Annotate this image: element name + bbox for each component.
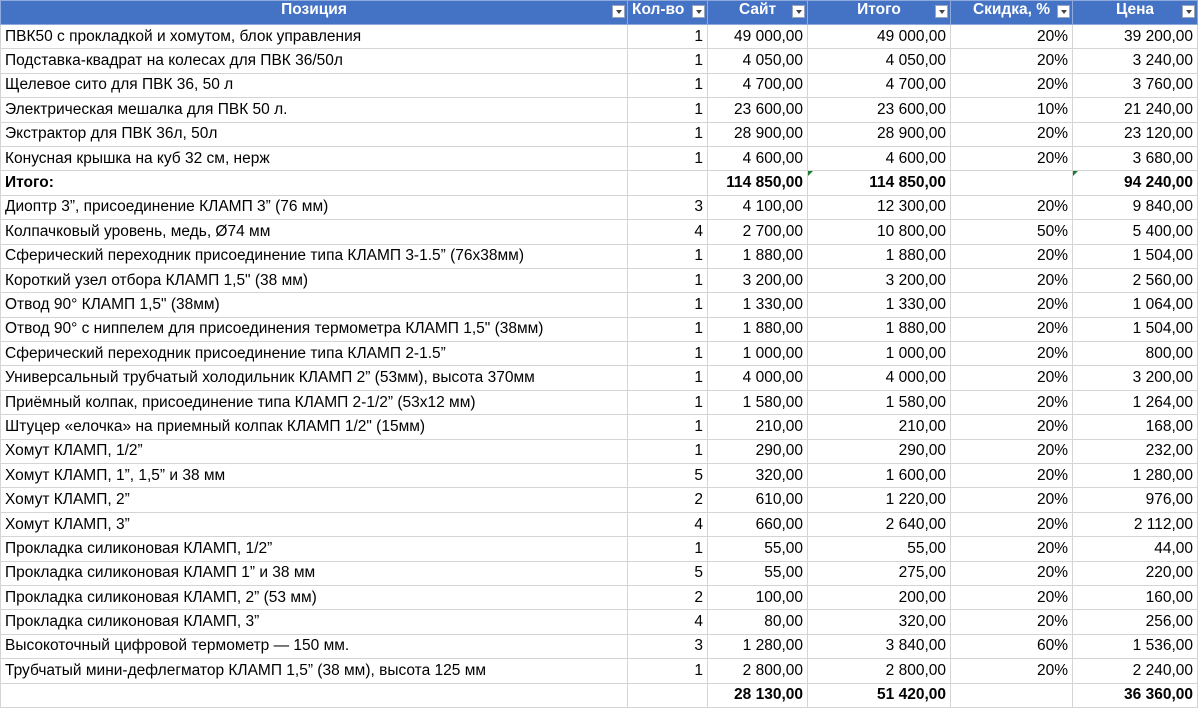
cell-site-price[interactable]: 80,00 (708, 610, 808, 634)
cell-total[interactable]: 4 000,00 (808, 366, 951, 390)
table-row (1, 512, 1198, 536)
cell-qty[interactable]: 2 (628, 585, 708, 609)
cell-site-price[interactable]: 2 800,00 (708, 659, 808, 683)
col-header-label: Скидка, % (972, 1, 1051, 18)
cell-qty[interactable]: 1 (628, 537, 708, 561)
cell-site-price[interactable]: 4 050,00 (708, 49, 808, 73)
cell-total[interactable]: 2 640,00 (808, 512, 951, 536)
cell-discount[interactable]: 10% (951, 98, 1073, 122)
cell-qty[interactable]: 1 (628, 390, 708, 414)
subtotal-row (1, 171, 1198, 195)
cell-qty[interactable]: 1 (628, 98, 708, 122)
filter-dropdown-icon[interactable] (612, 5, 625, 18)
cell-price[interactable]: 2 240,00 (1073, 659, 1198, 683)
cell-site-price[interactable]: 100,00 (708, 585, 808, 609)
cell-position[interactable]: Хомут КЛАМП, 1/2” (1, 439, 628, 463)
cell-price[interactable]: 1 504,00 (1073, 244, 1198, 268)
cell-qty[interactable]: 1 (628, 49, 708, 73)
cell-discount[interactable]: 20% (951, 146, 1073, 170)
cell-position[interactable]: Сферический переходник присоединение типа КЛАМП 2-1.5” (1, 342, 628, 366)
cell-position[interactable]: Сферический переходник присоединение типа КЛАМП 3-1.5” (76х38мм) (1, 244, 628, 268)
cell-qty[interactable]: 1 (628, 342, 708, 366)
cell-position[interactable]: Высокоточный цифровой термометр — 150 мм. (1, 634, 628, 658)
cell-site-price[interactable]: 4 100,00 (708, 195, 808, 219)
cell-position[interactable]: Экстрактор для ПВК 36л, 50л (1, 122, 628, 146)
cell-qty[interactable]: 2 (628, 488, 708, 512)
cell-discount[interactable]: 20% (951, 659, 1073, 683)
cell-discount[interactable]: 20% (951, 464, 1073, 488)
cell-price[interactable]: 1 504,00 (1073, 317, 1198, 341)
cell-price[interactable]: 44,00 (1073, 537, 1198, 561)
table-row (1, 415, 1198, 439)
cell-total[interactable]: 4 600,00 (808, 146, 951, 170)
cell-discount[interactable]: 20% (951, 122, 1073, 146)
table-row (1, 220, 1198, 244)
cell-site-price[interactable]: 49 000,00 (708, 25, 808, 49)
cell-total[interactable]: 1 600,00 (808, 464, 951, 488)
cell-position[interactable]: Электрическая мешалка для ПВК 50 л. (1, 98, 628, 122)
cell-site-price[interactable]: 290,00 (708, 439, 808, 463)
cell-discount[interactable] (951, 171, 1073, 195)
cell-price[interactable]: 1 064,00 (1073, 293, 1198, 317)
table-row (1, 610, 1198, 634)
cell-position[interactable]: Прокладка силиконовая КЛАМП, 3” (1, 610, 628, 634)
cell-qty[interactable]: 1 (628, 73, 708, 97)
cell-qty[interactable]: 1 (628, 25, 708, 49)
table-row (1, 195, 1198, 219)
cell-discount[interactable]: 20% (951, 439, 1073, 463)
cell-qty[interactable]: 1 (628, 146, 708, 170)
cell-qty[interactable]: 1 (628, 293, 708, 317)
col-header-label: Позиция (281, 1, 347, 18)
cell-price[interactable]: 256,00 (1073, 610, 1198, 634)
cell-qty[interactable] (628, 683, 708, 707)
table-row (1, 293, 1198, 317)
cell-total[interactable]: 210,00 (808, 415, 951, 439)
cell-total[interactable]: 28 900,00 (808, 122, 951, 146)
cell-qty[interactable]: 1 (628, 415, 708, 439)
col-header-label: Сайт (738, 1, 777, 18)
table-row (1, 659, 1198, 683)
cell-discount[interactable]: 20% (951, 415, 1073, 439)
cell-discount[interactable]: 20% (951, 268, 1073, 292)
table-row (1, 146, 1198, 170)
cell-price[interactable]: 800,00 (1073, 342, 1198, 366)
cell-price[interactable]: 232,00 (1073, 439, 1198, 463)
cell-price[interactable]: 3 680,00 (1073, 146, 1198, 170)
table-body (1, 25, 1198, 708)
cell-discount[interactable]: 20% (951, 488, 1073, 512)
cell-discount[interactable]: 20% (951, 73, 1073, 97)
cell-total[interactable]: 51 420,00 (808, 683, 951, 707)
cell-price[interactable]: 160,00 (1073, 585, 1198, 609)
cell-site-price[interactable]: 28 900,00 (708, 122, 808, 146)
cell-discount[interactable]: 60% (951, 634, 1073, 658)
cell-position[interactable]: Диоптр 3”, присоединение КЛАМП 3” (76 мм) (1, 195, 628, 219)
cell-site-price[interactable]: 3 200,00 (708, 268, 808, 292)
cell-qty[interactable]: 1 (628, 122, 708, 146)
cell-qty[interactable]: 4 (628, 220, 708, 244)
header-row (1, 1, 1198, 25)
cell-total[interactable]: 114 850,00 (808, 171, 951, 195)
cell-site-price[interactable]: 1 330,00 (708, 293, 808, 317)
cell-position[interactable]: ПВК50 с прокладкой и хомутом, блок управления (1, 25, 628, 49)
cell-total[interactable]: 55,00 (808, 537, 951, 561)
cell-price[interactable]: 21 240,00 (1073, 98, 1198, 122)
cell-discount[interactable]: 20% (951, 610, 1073, 634)
cell-price[interactable]: 94 240,00 (1073, 171, 1198, 195)
cell-price[interactable]: 2 560,00 (1073, 268, 1198, 292)
cell-total[interactable]: 1 880,00 (808, 244, 951, 268)
col-header-discount[interactable] (951, 1, 1073, 25)
table-row (1, 73, 1198, 97)
cell-total[interactable]: 4 700,00 (808, 73, 951, 97)
filter-dropdown-icon[interactable] (935, 5, 948, 18)
cell-qty[interactable] (628, 171, 708, 195)
col-header-qty[interactable] (628, 1, 708, 25)
table-row (1, 488, 1198, 512)
cell-price[interactable]: 220,00 (1073, 561, 1198, 585)
cell-site-price[interactable]: 4 000,00 (708, 366, 808, 390)
table-row (1, 122, 1198, 146)
cell-site-price[interactable]: 28 130,00 (708, 683, 808, 707)
cell-discount[interactable]: 20% (951, 293, 1073, 317)
col-header-price[interactable] (1073, 1, 1198, 25)
cell-price[interactable]: 976,00 (1073, 488, 1198, 512)
cell-site-price[interactable]: 1 880,00 (708, 317, 808, 341)
cell-site-price[interactable]: 1 580,00 (708, 390, 808, 414)
cell-total[interactable]: 23 600,00 (808, 98, 951, 122)
table-row (1, 537, 1198, 561)
cell-position[interactable]: Прокладка силиконовая КЛАМП 1” и 38 мм (1, 561, 628, 585)
cell-price[interactable]: 23 120,00 (1073, 122, 1198, 146)
cell-site-price[interactable]: 23 600,00 (708, 98, 808, 122)
filter-dropdown-icon[interactable] (792, 5, 805, 18)
cell-qty[interactable]: 1 (628, 244, 708, 268)
cell-price[interactable]: 39 200,00 (1073, 25, 1198, 49)
col-header-label: Итого (857, 1, 901, 18)
filter-dropdown-icon[interactable] (692, 5, 705, 18)
cell-position[interactable]: Хомут КЛАМП, 2” (1, 488, 628, 512)
cell-price[interactable]: 1 536,00 (1073, 634, 1198, 658)
cell-qty[interactable]: 1 (628, 659, 708, 683)
cell-position[interactable]: Щелевое сито для ПВК 36, 50 л (1, 73, 628, 97)
col-header-position[interactable] (1, 1, 628, 25)
cell-position[interactable] (1, 683, 628, 707)
cell-discount[interactable]: 20% (951, 25, 1073, 49)
table-row (1, 317, 1198, 341)
cell-discount[interactable]: 20% (951, 561, 1073, 585)
cell-site-price[interactable]: 114 850,00 (708, 171, 808, 195)
col-header-label: Цена (1115, 1, 1155, 18)
cell-total[interactable]: 290,00 (808, 439, 951, 463)
cell-total[interactable]: 1 580,00 (808, 390, 951, 414)
table-row (1, 390, 1198, 414)
table-row (1, 464, 1198, 488)
table-row (1, 439, 1198, 463)
cell-position[interactable]: Отвод 90° с ниппелем для присоединения термометра КЛАМП 1,5" (38мм) (1, 317, 628, 341)
cell-qty[interactable]: 4 (628, 512, 708, 536)
cell-site-price[interactable]: 320,00 (708, 464, 808, 488)
cell-position[interactable]: Подставка-квадрат на колесах для ПВК 36/50л (1, 49, 628, 73)
cell-total[interactable]: 1 000,00 (808, 342, 951, 366)
cell-position[interactable]: Итого: (1, 171, 628, 195)
cell-discount[interactable]: 20% (951, 195, 1073, 219)
cell-total[interactable]: 1 220,00 (808, 488, 951, 512)
cell-site-price[interactable]: 55,00 (708, 561, 808, 585)
cell-position[interactable]: Короткий узел отбора КЛАМП 1,5" (38 мм) (1, 268, 628, 292)
table-row (1, 366, 1198, 390)
filter-dropdown-icon[interactable] (1182, 5, 1195, 18)
cell-position[interactable]: Колпачковый уровень, медь, Ø74 мм (1, 220, 628, 244)
cell-discount[interactable]: 20% (951, 585, 1073, 609)
table-row (1, 585, 1198, 609)
cell-position[interactable]: Прокладка силиконовая КЛАМП, 1/2” (1, 537, 628, 561)
cell-total[interactable]: 320,00 (808, 610, 951, 634)
col-header-site[interactable] (708, 1, 808, 25)
col-header-total[interactable] (808, 1, 951, 25)
cell-site-price[interactable]: 610,00 (708, 488, 808, 512)
cell-total[interactable]: 4 050,00 (808, 49, 951, 73)
table-row (1, 561, 1198, 585)
cell-site-price[interactable]: 660,00 (708, 512, 808, 536)
cell-position[interactable]: Приёмный колпак, присоединение типа КЛАМП 2-1/2” (53х12 мм) (1, 390, 628, 414)
cell-site-price[interactable]: 1 880,00 (708, 244, 808, 268)
table-row (1, 49, 1198, 73)
cell-position[interactable]: Трубчатый мини-дефлегматор КЛАМП 1,5” (38 мм), высота 125 мм (1, 659, 628, 683)
cell-site-price[interactable]: 4 600,00 (708, 146, 808, 170)
cell-total[interactable]: 10 800,00 (808, 220, 951, 244)
cell-qty[interactable]: 5 (628, 464, 708, 488)
col-header-label: Кол-во (632, 1, 685, 18)
cell-discount[interactable]: 20% (951, 244, 1073, 268)
cell-discount[interactable]: 20% (951, 512, 1073, 536)
cell-qty[interactable]: 3 (628, 634, 708, 658)
cell-price[interactable]: 36 360,00 (1073, 683, 1198, 707)
cell-qty[interactable]: 1 (628, 439, 708, 463)
cell-total[interactable]: 1 330,00 (808, 293, 951, 317)
table-row (1, 268, 1198, 292)
table-row (1, 634, 1198, 658)
cell-site-price[interactable]: 2 700,00 (708, 220, 808, 244)
cell-site-price[interactable]: 1 280,00 (708, 634, 808, 658)
cell-price[interactable]: 168,00 (1073, 415, 1198, 439)
table-row (1, 25, 1198, 49)
filter-dropdown-icon[interactable] (1057, 5, 1070, 18)
cell-discount[interactable] (951, 683, 1073, 707)
cell-discount[interactable]: 20% (951, 49, 1073, 73)
cell-discount[interactable]: 50% (951, 220, 1073, 244)
table-row (1, 244, 1198, 268)
cell-qty[interactable]: 5 (628, 561, 708, 585)
cell-total[interactable]: 3 200,00 (808, 268, 951, 292)
cell-position[interactable]: Прокладка силиконовая КЛАМП, 2” (53 мм) (1, 585, 628, 609)
cell-site-price[interactable]: 210,00 (708, 415, 808, 439)
cell-qty[interactable]: 1 (628, 317, 708, 341)
cell-qty[interactable]: 3 (628, 195, 708, 219)
cell-total[interactable]: 2 800,00 (808, 659, 951, 683)
cell-price[interactable]: 3 200,00 (1073, 366, 1198, 390)
table-row (1, 98, 1198, 122)
cell-qty[interactable]: 1 (628, 366, 708, 390)
cell-qty[interactable]: 4 (628, 610, 708, 634)
cell-price[interactable]: 2 112,00 (1073, 512, 1198, 536)
cell-discount[interactable]: 20% (951, 390, 1073, 414)
cell-price[interactable]: 5 400,00 (1073, 220, 1198, 244)
cell-total[interactable]: 275,00 (808, 561, 951, 585)
cell-position[interactable]: Штуцер «елочка» на приемный колпак КЛАМП 1/2" (15мм) (1, 415, 628, 439)
cell-price[interactable]: 1 280,00 (1073, 464, 1198, 488)
cell-total[interactable]: 1 880,00 (808, 317, 951, 341)
cell-discount[interactable]: 20% (951, 537, 1073, 561)
cell-position[interactable]: Хомут КЛАМП, 3” (1, 512, 628, 536)
cell-price[interactable]: 3 240,00 (1073, 49, 1198, 73)
cell-position[interactable]: Универсальный трубчатый холодильник КЛАМП 2” (53мм), высота 370мм (1, 366, 628, 390)
cell-position[interactable]: Хомут КЛАМП, 1”, 1,5” и 38 мм (1, 464, 628, 488)
cell-site-price[interactable]: 4 700,00 (708, 73, 808, 97)
cell-discount[interactable]: 20% (951, 366, 1073, 390)
cell-position[interactable]: Отвод 90° КЛАМП 1,5" (38мм) (1, 293, 628, 317)
cell-total[interactable]: 49 000,00 (808, 25, 951, 49)
cell-total[interactable]: 12 300,00 (808, 195, 951, 219)
cell-price[interactable]: 3 760,00 (1073, 73, 1198, 97)
subtotal-row (1, 683, 1198, 707)
cell-site-price[interactable]: 1 000,00 (708, 342, 808, 366)
cell-price[interactable]: 9 840,00 (1073, 195, 1198, 219)
cell-total[interactable]: 200,00 (808, 585, 951, 609)
cell-site-price[interactable]: 55,00 (708, 537, 808, 561)
cell-position[interactable]: Конусная крышка на куб 32 см, нерж (1, 146, 628, 170)
cell-qty[interactable]: 1 (628, 268, 708, 292)
cell-total[interactable]: 3 840,00 (808, 634, 951, 658)
cell-price[interactable]: 1 264,00 (1073, 390, 1198, 414)
table-row (1, 342, 1198, 366)
cell-discount[interactable]: 20% (951, 342, 1073, 366)
cell-discount[interactable]: 20% (951, 317, 1073, 341)
